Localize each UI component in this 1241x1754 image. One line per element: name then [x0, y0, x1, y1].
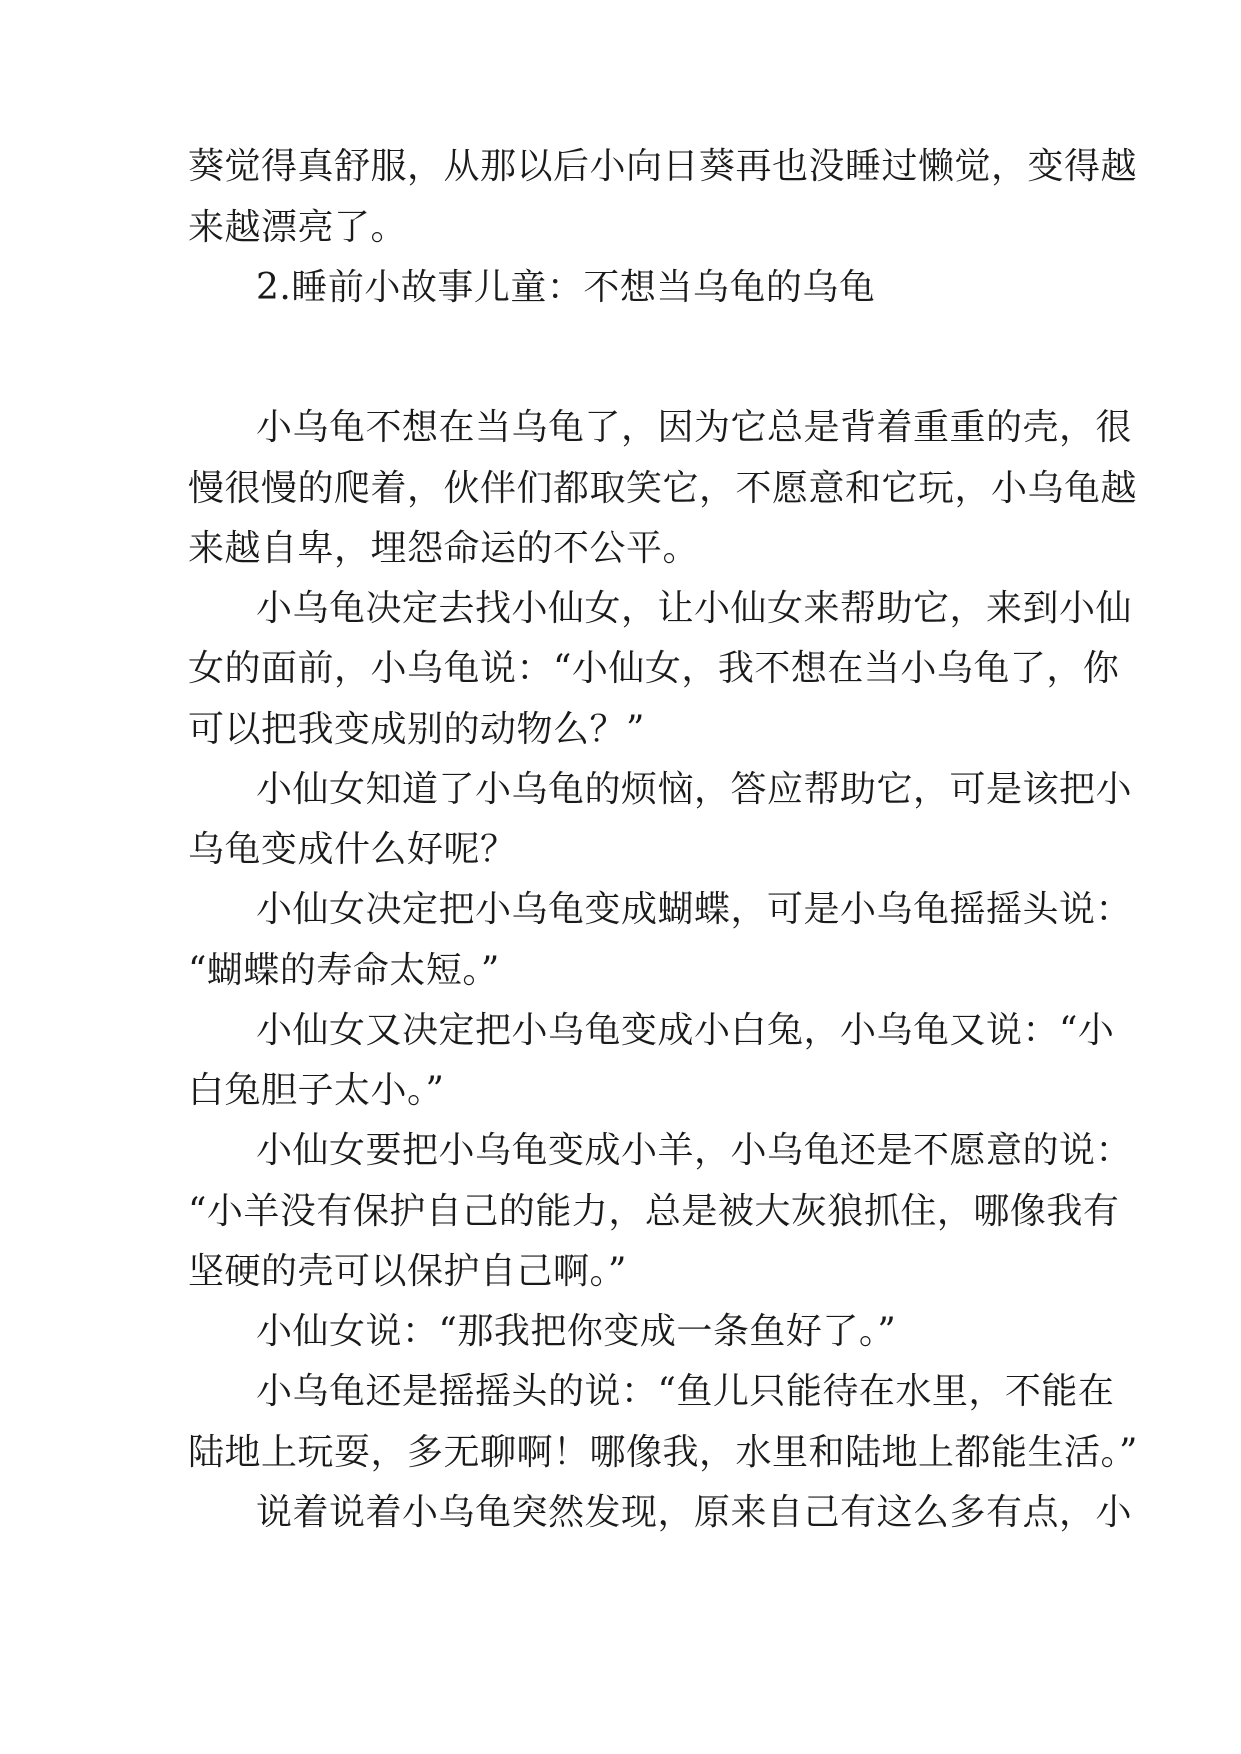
paragraph-start: 小仙女又决定把小乌龟变成小白兔，小乌龟又说：“小 [256, 1010, 1115, 1051]
paragraph-start: 小乌龟还是摇摇头的说：“鱼儿只能待在水里，不能在 [256, 1371, 1115, 1412]
paragraph-start: 小乌龟不想在当乌龟了，因为它总是背着重重的壳，很 [256, 407, 1133, 448]
text-line: “小羊没有保护自己的能力，总是被大灰狼抓住，哪像我有 [188, 1191, 1120, 1232]
text-line: “蝴蝶的寿命太短。” [188, 950, 500, 991]
paragraph-start: 小仙女决定把小乌龟变成蝴蝶，可是小乌龟摇摇头说： [256, 889, 1133, 930]
paragraph-start: 小仙女说：“那我把你变成一条鱼好了。” [256, 1311, 897, 1352]
text-line: 乌龟变成什么好呢？ [188, 829, 517, 870]
text-line: 坚硬的壳可以保护自己啊。” [188, 1251, 627, 1292]
text-line: 慢很慢的爬着，伙伴们都取笑它，不愿意和它玩，小乌龟越 [188, 468, 1138, 509]
paragraph-start: 说着说着小乌龟突然发现，原来自己有这么多有点，小 [256, 1492, 1133, 1533]
paragraph-start: 小乌龟决定去找小仙女，让小仙女来帮助它，来到小仙 [256, 588, 1133, 629]
text-line: 女的面前，小乌龟说：“小仙女，我不想在当小乌龟了，你 [188, 648, 1120, 689]
text-line: 可以把我变成别的动物么？” [188, 709, 645, 750]
paragraph-start: 小仙女知道了小乌龟的烦恼，答应帮助它，可是该把小 [256, 769, 1133, 810]
text-line: 葵觉得真舒服，从那以后小向日葵再也没睡过懒觉，变得越 [188, 146, 1138, 187]
text-line: 白兔胆子太小。” [188, 1070, 445, 1111]
paragraph-start: 小仙女要把小乌龟变成小羊，小乌龟还是不愿意的说： [256, 1130, 1133, 1171]
section-heading: 2.睡前小故事儿童：不想当乌龟的乌龟 [256, 267, 876, 308]
text-line: 来越自卑，埋怨命运的不公平。 [188, 528, 700, 569]
text-line: 陆地上玩耍，多无聊啊！哪像我，水里和陆地上都能生活。” [188, 1432, 1138, 1473]
text-line: 来越漂亮了。 [188, 207, 408, 248]
